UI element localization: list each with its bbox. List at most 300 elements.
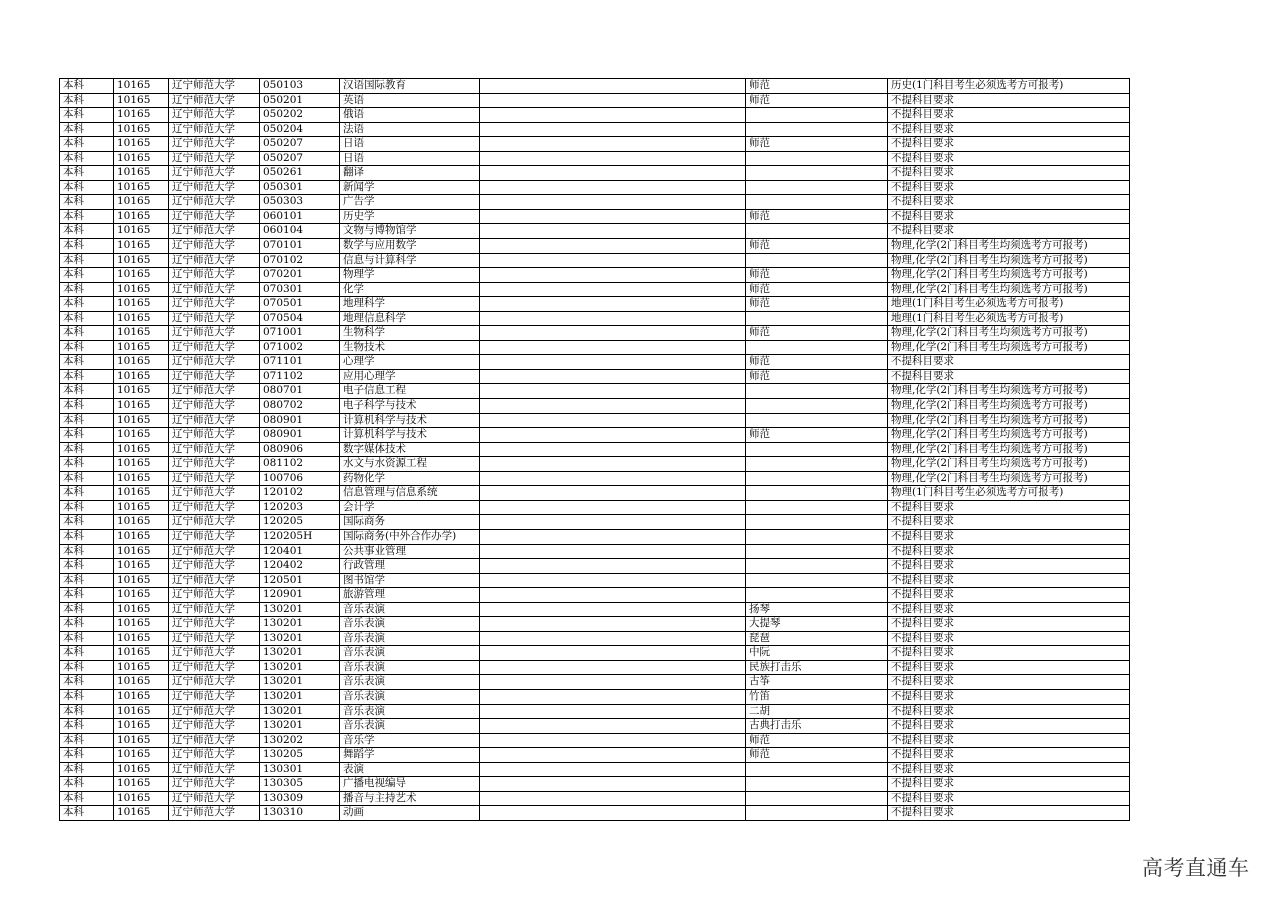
subject-requirement-cell: 地理(1门科目考生必须选考方可报考) <box>888 297 1130 312</box>
table-row <box>60 486 1130 501</box>
table-row <box>60 209 1130 224</box>
level-cell: 本科 <box>60 399 114 414</box>
table-row <box>60 413 1130 428</box>
admission-table <box>59 78 1130 821</box>
category-cell <box>746 486 888 501</box>
subject-requirement-cell: 不提科目要求 <box>888 617 1130 632</box>
major-name-cell: 音乐表演 <box>340 675 480 690</box>
school-code-cell: 10165 <box>114 369 169 384</box>
note-cell <box>480 311 746 326</box>
subject-requirement-cell: 不提科目要求 <box>888 515 1130 530</box>
major-code-cell: 050103 <box>260 79 340 94</box>
level-cell: 本科 <box>60 588 114 603</box>
level-cell: 本科 <box>60 108 114 123</box>
school-name-cell: 辽宁师范大学 <box>169 151 260 166</box>
level-cell: 本科 <box>60 573 114 588</box>
table-row <box>60 253 1130 268</box>
major-code-cell: 050201 <box>260 93 340 108</box>
note-cell <box>480 675 746 690</box>
school-name-cell: 辽宁师范大学 <box>169 180 260 195</box>
major-code-cell: 071002 <box>260 340 340 355</box>
major-code-cell: 130201 <box>260 631 340 646</box>
school-name-cell: 辽宁师范大学 <box>169 108 260 123</box>
note-cell <box>480 369 746 384</box>
subject-requirement-cell: 物理,化学(2门科目考生均须选考方可报考) <box>888 428 1130 443</box>
table-body <box>60 79 1130 821</box>
school-code-cell: 10165 <box>114 733 169 748</box>
major-name-cell: 电子信息工程 <box>340 384 480 399</box>
category-cell <box>746 457 888 472</box>
note-cell <box>480 224 746 239</box>
category-cell: 师范 <box>746 355 888 370</box>
level-cell: 本科 <box>60 268 114 283</box>
school-name-cell: 辽宁师范大学 <box>169 413 260 428</box>
category-cell <box>746 340 888 355</box>
note-cell <box>480 166 746 181</box>
school-name-cell: 辽宁师范大学 <box>169 704 260 719</box>
school-name-cell: 辽宁师范大学 <box>169 326 260 341</box>
note-cell <box>480 486 746 501</box>
level-cell: 本科 <box>60 733 114 748</box>
category-cell: 师范 <box>746 268 888 283</box>
category-cell <box>746 399 888 414</box>
level-cell: 本科 <box>60 355 114 370</box>
table-row <box>60 733 1130 748</box>
school-name-cell: 辽宁师范大学 <box>169 631 260 646</box>
level-cell: 本科 <box>60 631 114 646</box>
subject-requirement-cell: 历史(1门科目考生必须选考方可报考) <box>888 79 1130 94</box>
subject-requirement-cell: 不提科目要求 <box>888 646 1130 661</box>
school-code-cell: 10165 <box>114 602 169 617</box>
table-row <box>60 195 1130 210</box>
category-cell: 竹笛 <box>746 689 888 704</box>
school-name-cell: 辽宁师范大学 <box>169 544 260 559</box>
category-cell: 师范 <box>746 748 888 763</box>
major-name-cell: 音乐表演 <box>340 660 480 675</box>
major-code-cell: 130201 <box>260 704 340 719</box>
level-cell: 本科 <box>60 413 114 428</box>
subject-requirement-cell: 不提科目要求 <box>888 122 1130 137</box>
table-row <box>60 79 1130 94</box>
major-name-cell: 计算机科学与技术 <box>340 428 480 443</box>
level-cell: 本科 <box>60 195 114 210</box>
table-row <box>60 704 1130 719</box>
major-name-cell: 信息管理与信息系统 <box>340 486 480 501</box>
note-cell <box>480 704 746 719</box>
subject-requirement-cell: 不提科目要求 <box>888 529 1130 544</box>
school-code-cell: 10165 <box>114 675 169 690</box>
level-cell: 本科 <box>60 675 114 690</box>
major-name-cell: 法语 <box>340 122 480 137</box>
note-cell <box>480 733 746 748</box>
subject-requirement-cell: 物理,化学(2门科目考生均须选考方可报考) <box>888 239 1130 254</box>
major-name-cell: 日语 <box>340 151 480 166</box>
category-cell <box>746 311 888 326</box>
major-code-cell: 130201 <box>260 646 340 661</box>
major-name-cell: 信息与计算科学 <box>340 253 480 268</box>
table-row <box>60 166 1130 181</box>
major-code-cell: 080901 <box>260 428 340 443</box>
category-cell: 琵琶 <box>746 631 888 646</box>
category-cell <box>746 500 888 515</box>
level-cell: 本科 <box>60 180 114 195</box>
major-name-cell: 音乐学 <box>340 733 480 748</box>
category-cell: 师范 <box>746 209 888 224</box>
category-cell: 古筝 <box>746 675 888 690</box>
school-name-cell: 辽宁师范大学 <box>169 457 260 472</box>
school-code-cell: 10165 <box>114 311 169 326</box>
level-cell: 本科 <box>60 311 114 326</box>
level-cell: 本科 <box>60 791 114 806</box>
school-code-cell: 10165 <box>114 559 169 574</box>
level-cell: 本科 <box>60 689 114 704</box>
level-cell: 本科 <box>60 602 114 617</box>
school-code-cell: 10165 <box>114 806 169 821</box>
subject-requirement-cell: 不提科目要求 <box>888 151 1130 166</box>
school-code-cell: 10165 <box>114 355 169 370</box>
subject-requirement-cell: 不提科目要求 <box>888 180 1130 195</box>
major-name-cell: 旅游管理 <box>340 588 480 603</box>
category-cell <box>746 559 888 574</box>
note-cell <box>480 529 746 544</box>
major-code-cell: 130301 <box>260 762 340 777</box>
table-row <box>60 602 1130 617</box>
subject-requirement-cell: 不提科目要求 <box>888 588 1130 603</box>
subject-requirement-cell: 物理,化学(2门科目考生均须选考方可报考) <box>888 340 1130 355</box>
major-code-cell: 050207 <box>260 137 340 152</box>
table-row <box>60 297 1130 312</box>
level-cell: 本科 <box>60 151 114 166</box>
category-cell <box>746 442 888 457</box>
table-row <box>60 777 1130 792</box>
major-code-cell: 070102 <box>260 253 340 268</box>
category-cell: 师范 <box>746 733 888 748</box>
subject-requirement-cell: 不提科目要求 <box>888 500 1130 515</box>
major-code-cell: 120205 <box>260 515 340 530</box>
note-cell <box>480 573 746 588</box>
table-row <box>60 151 1130 166</box>
major-code-cell: 120901 <box>260 588 340 603</box>
school-name-cell: 辽宁师范大学 <box>169 93 260 108</box>
major-name-cell: 文物与博物馆学 <box>340 224 480 239</box>
major-name-cell: 行政管理 <box>340 559 480 574</box>
school-code-cell: 10165 <box>114 777 169 792</box>
school-name-cell: 辽宁师范大学 <box>169 239 260 254</box>
note-cell <box>480 180 746 195</box>
subject-requirement-cell: 不提科目要求 <box>888 369 1130 384</box>
major-code-cell: 070504 <box>260 311 340 326</box>
major-code-cell: 120205H <box>260 529 340 544</box>
note-cell <box>480 282 746 297</box>
school-code-cell: 10165 <box>114 195 169 210</box>
major-code-cell: 080702 <box>260 399 340 414</box>
major-name-cell: 日语 <box>340 137 480 152</box>
school-name-cell: 辽宁师范大学 <box>169 340 260 355</box>
major-code-cell: 080906 <box>260 442 340 457</box>
school-code-cell: 10165 <box>114 209 169 224</box>
subject-requirement-cell: 物理,化学(2门科目考生均须选考方可报考) <box>888 413 1130 428</box>
school-code-cell: 10165 <box>114 500 169 515</box>
subject-requirement-cell: 不提科目要求 <box>888 631 1130 646</box>
major-name-cell: 电子科学与技术 <box>340 399 480 414</box>
table-row <box>60 442 1130 457</box>
major-code-cell: 120401 <box>260 544 340 559</box>
category-cell <box>746 544 888 559</box>
level-cell: 本科 <box>60 559 114 574</box>
table-row <box>60 515 1130 530</box>
table-row <box>60 180 1130 195</box>
school-name-cell: 辽宁师范大学 <box>169 268 260 283</box>
subject-requirement-cell: 物理,化学(2门科目考生均须选考方可报考) <box>888 384 1130 399</box>
school-code-cell: 10165 <box>114 268 169 283</box>
major-name-cell: 公共事业管理 <box>340 544 480 559</box>
major-code-cell: 130201 <box>260 689 340 704</box>
major-code-cell: 071001 <box>260 326 340 341</box>
major-code-cell: 130201 <box>260 602 340 617</box>
major-name-cell: 生物技术 <box>340 340 480 355</box>
major-code-cell: 050207 <box>260 151 340 166</box>
note-cell <box>480 413 746 428</box>
subject-requirement-cell: 物理,化学(2门科目考生均须选考方可报考) <box>888 399 1130 414</box>
level-cell: 本科 <box>60 529 114 544</box>
school-name-cell: 辽宁师范大学 <box>169 122 260 137</box>
category-cell: 大提琴 <box>746 617 888 632</box>
school-code-cell: 10165 <box>114 166 169 181</box>
major-name-cell: 音乐表演 <box>340 617 480 632</box>
school-name-cell: 辽宁师范大学 <box>169 791 260 806</box>
major-code-cell: 070101 <box>260 239 340 254</box>
note-cell <box>480 631 746 646</box>
school-name-cell: 辽宁师范大学 <box>169 195 260 210</box>
category-cell: 师范 <box>746 369 888 384</box>
note-cell <box>480 457 746 472</box>
level-cell: 本科 <box>60 282 114 297</box>
major-name-cell: 国际商务(中外合作办学) <box>340 529 480 544</box>
subject-requirement-cell: 物理,化学(2门科目考生均须选考方可报考) <box>888 326 1130 341</box>
category-cell: 二胡 <box>746 704 888 719</box>
major-name-cell: 音乐表演 <box>340 704 480 719</box>
school-code-cell: 10165 <box>114 748 169 763</box>
school-code-cell: 10165 <box>114 762 169 777</box>
note-cell <box>480 79 746 94</box>
major-name-cell: 药物化学 <box>340 471 480 486</box>
note-cell <box>480 268 746 283</box>
subject-requirement-cell: 不提科目要求 <box>888 602 1130 617</box>
note-cell <box>480 108 746 123</box>
table-row <box>60 631 1130 646</box>
category-cell: 古典打击乐 <box>746 719 888 734</box>
watermark-logo-text: 高考直通车 <box>1142 856 1250 880</box>
school-name-cell: 辽宁师范大学 <box>169 442 260 457</box>
school-code-cell: 10165 <box>114 326 169 341</box>
school-code-cell: 10165 <box>114 719 169 734</box>
level-cell: 本科 <box>60 326 114 341</box>
school-code-cell: 10165 <box>114 573 169 588</box>
level-cell: 本科 <box>60 369 114 384</box>
major-name-cell: 新闻学 <box>340 180 480 195</box>
table-row <box>60 719 1130 734</box>
level-cell: 本科 <box>60 428 114 443</box>
level-cell: 本科 <box>60 209 114 224</box>
admission-table-sheet <box>59 78 1129 821</box>
subject-requirement-cell: 不提科目要求 <box>888 719 1130 734</box>
school-name-cell: 辽宁师范大学 <box>169 529 260 544</box>
major-name-cell: 俄语 <box>340 108 480 123</box>
note-cell <box>480 791 746 806</box>
level-cell: 本科 <box>60 79 114 94</box>
school-code-cell: 10165 <box>114 428 169 443</box>
category-cell <box>746 588 888 603</box>
category-cell <box>746 791 888 806</box>
level-cell: 本科 <box>60 777 114 792</box>
major-code-cell: 070201 <box>260 268 340 283</box>
note-cell <box>480 777 746 792</box>
note-cell <box>480 471 746 486</box>
school-name-cell: 辽宁师范大学 <box>169 588 260 603</box>
school-code-cell: 10165 <box>114 340 169 355</box>
subject-requirement-cell: 不提科目要求 <box>888 573 1130 588</box>
school-name-cell: 辽宁师范大学 <box>169 733 260 748</box>
school-name-cell: 辽宁师范大学 <box>169 777 260 792</box>
school-code-cell: 10165 <box>114 646 169 661</box>
note-cell <box>480 588 746 603</box>
major-code-cell: 130201 <box>260 617 340 632</box>
school-name-cell: 辽宁师范大学 <box>169 311 260 326</box>
school-code-cell: 10165 <box>114 253 169 268</box>
major-code-cell: 130309 <box>260 791 340 806</box>
table-row <box>60 544 1130 559</box>
major-name-cell: 图书馆学 <box>340 573 480 588</box>
category-cell <box>746 413 888 428</box>
note-cell <box>480 515 746 530</box>
school-name-cell: 辽宁师范大学 <box>169 748 260 763</box>
subject-requirement-cell: 不提科目要求 <box>888 806 1130 821</box>
note-cell <box>480 617 746 632</box>
table-row <box>60 617 1130 632</box>
subject-requirement-cell: 地理(1门科目考生必须选考方可报考) <box>888 311 1130 326</box>
subject-requirement-cell: 不提科目要求 <box>888 660 1130 675</box>
note-cell <box>480 602 746 617</box>
school-name-cell: 辽宁师范大学 <box>169 573 260 588</box>
school-name-cell: 辽宁师范大学 <box>169 399 260 414</box>
major-name-cell: 广播电视编导 <box>340 777 480 792</box>
school-code-cell: 10165 <box>114 239 169 254</box>
major-code-cell: 120402 <box>260 559 340 574</box>
major-code-cell: 050301 <box>260 180 340 195</box>
major-code-cell: 130201 <box>260 719 340 734</box>
major-code-cell: 060101 <box>260 209 340 224</box>
school-name-cell: 辽宁师范大学 <box>169 253 260 268</box>
level-cell: 本科 <box>60 137 114 152</box>
note-cell <box>480 93 746 108</box>
subject-requirement-cell: 不提科目要求 <box>888 209 1130 224</box>
category-cell <box>746 166 888 181</box>
subject-requirement-cell: 物理,化学(2门科目考生均须选考方可报考) <box>888 282 1130 297</box>
school-name-cell: 辽宁师范大学 <box>169 675 260 690</box>
table-row <box>60 282 1130 297</box>
category-cell: 师范 <box>746 137 888 152</box>
table-row <box>60 108 1130 123</box>
subject-requirement-cell: 不提科目要求 <box>888 166 1130 181</box>
level-cell: 本科 <box>60 617 114 632</box>
major-code-cell: 130310 <box>260 806 340 821</box>
level-cell: 本科 <box>60 486 114 501</box>
school-name-cell: 辽宁师范大学 <box>169 617 260 632</box>
category-cell <box>746 806 888 821</box>
category-cell: 师范 <box>746 326 888 341</box>
subject-requirement-cell: 不提科目要求 <box>888 559 1130 574</box>
major-code-cell: 050261 <box>260 166 340 181</box>
major-name-cell: 汉语国际教育 <box>340 79 480 94</box>
level-cell: 本科 <box>60 340 114 355</box>
major-name-cell: 音乐表演 <box>340 602 480 617</box>
subject-requirement-cell: 不提科目要求 <box>888 195 1130 210</box>
major-name-cell: 播音与主持艺术 <box>340 791 480 806</box>
table-row <box>60 399 1130 414</box>
note-cell <box>480 500 746 515</box>
major-code-cell: 130305 <box>260 777 340 792</box>
major-name-cell: 数字媒体技术 <box>340 442 480 457</box>
major-name-cell: 历史学 <box>340 209 480 224</box>
subject-requirement-cell: 不提科目要求 <box>888 544 1130 559</box>
major-name-cell: 计算机科学与技术 <box>340 413 480 428</box>
subject-requirement-cell: 不提科目要求 <box>888 777 1130 792</box>
school-name-cell: 辽宁师范大学 <box>169 297 260 312</box>
school-code-cell: 10165 <box>114 384 169 399</box>
school-code-cell: 10165 <box>114 471 169 486</box>
note-cell <box>480 137 746 152</box>
table-row <box>60 224 1130 239</box>
level-cell: 本科 <box>60 762 114 777</box>
note-cell <box>480 239 746 254</box>
table-row <box>60 660 1130 675</box>
note-cell <box>480 428 746 443</box>
subject-requirement-cell: 不提科目要求 <box>888 93 1130 108</box>
major-name-cell: 音乐表演 <box>340 719 480 734</box>
category-cell <box>746 108 888 123</box>
table-row <box>60 646 1130 661</box>
major-code-cell: 071102 <box>260 369 340 384</box>
table-row <box>60 369 1130 384</box>
table-row <box>60 791 1130 806</box>
category-cell: 师范 <box>746 239 888 254</box>
table-row <box>60 428 1130 443</box>
major-name-cell: 翻译 <box>340 166 480 181</box>
level-cell: 本科 <box>60 93 114 108</box>
school-name-cell: 辽宁师范大学 <box>169 282 260 297</box>
level-cell: 本科 <box>60 704 114 719</box>
note-cell <box>480 806 746 821</box>
major-name-cell: 数学与应用数学 <box>340 239 480 254</box>
table-row <box>60 529 1130 544</box>
level-cell: 本科 <box>60 297 114 312</box>
table-row <box>60 355 1130 370</box>
major-code-cell: 050202 <box>260 108 340 123</box>
level-cell: 本科 <box>60 442 114 457</box>
note-cell <box>480 544 746 559</box>
table-row <box>60 384 1130 399</box>
school-name-cell: 辽宁师范大学 <box>169 209 260 224</box>
category-cell: 师范 <box>746 428 888 443</box>
school-name-cell: 辽宁师范大学 <box>169 224 260 239</box>
major-name-cell: 广告学 <box>340 195 480 210</box>
table-row <box>60 326 1130 341</box>
major-code-cell: 060104 <box>260 224 340 239</box>
table-row <box>60 748 1130 763</box>
major-name-cell: 音乐表演 <box>340 689 480 704</box>
table-row <box>60 689 1130 704</box>
level-cell: 本科 <box>60 500 114 515</box>
